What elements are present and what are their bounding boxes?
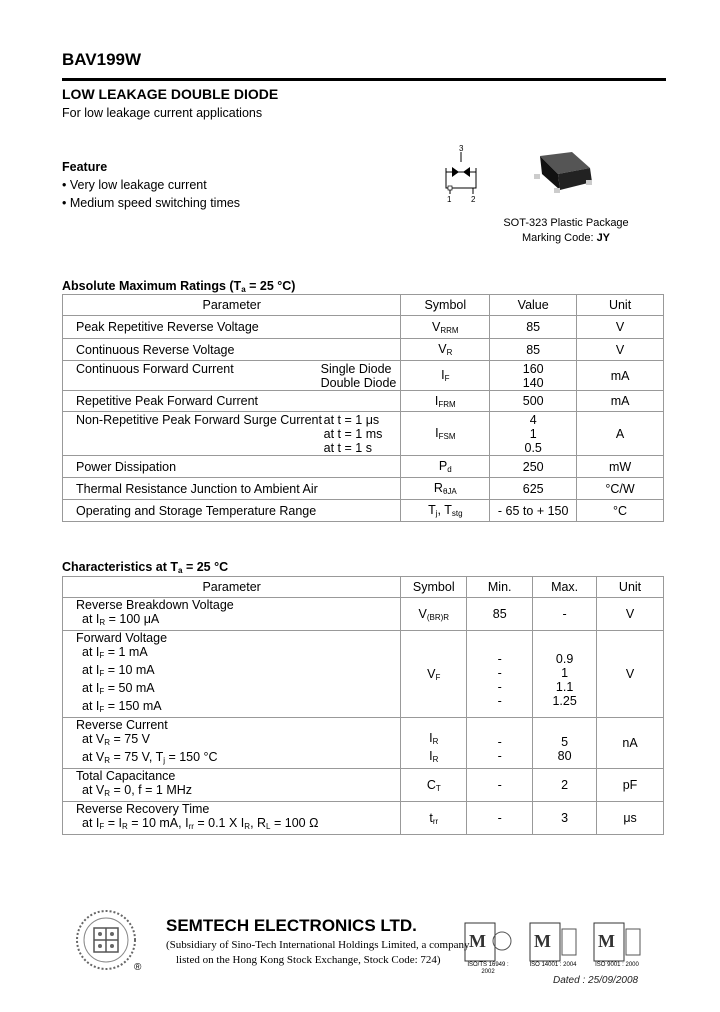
table-row: Reverse Recovery Time at $I_F = I_R = 10$ mA, $I_{rr} = 0.1$ X $I_R$, $R_L = 100$ Ω $t_{rr}$ - 3 μs bbox=[63, 802, 664, 835]
table-header-row bbox=[63, 295, 664, 316]
characteristics-table bbox=[62, 576, 664, 835]
table-row: Operating and Storage Temperature Range $T_j$, $T_{stg}$ - 65 to + 150 °C bbox=[63, 500, 664, 522]
column-header: Value bbox=[490, 295, 577, 316]
column-header: Parameter bbox=[63, 295, 401, 316]
table-header-row bbox=[63, 577, 664, 598]
company-name: SEMTECH ELECTRONICS LTD. bbox=[166, 916, 417, 935]
cert-caption: ISO 9001 : 2000 bbox=[595, 962, 639, 968]
table-row: Total Capacitance at $V_R = 0$, f = 1 MHz $C_T$ - 2 pF bbox=[63, 769, 664, 802]
package-type: SOT-323 Plastic Package bbox=[503, 217, 629, 229]
table-row: Power Dissipation $P_d$ 250 mW bbox=[63, 456, 664, 478]
certification-badge-icon bbox=[464, 915, 512, 963]
column-header: Symbol bbox=[401, 577, 467, 598]
company-subsidiary-note: (Subsidiary of Sino-Tech International Holdings Limited, a company listed on the Hong Kong Stock Exchange, Stock Code: 724) bbox=[166, 939, 470, 966]
abs-max-heading: Absolute Maximum Ratings ($T_a = 25$ °C) bbox=[62, 279, 296, 294]
certification-badge-icon bbox=[529, 915, 577, 963]
cert-caption: ISO/TS 16949 : 2002 bbox=[467, 962, 509, 975]
cert-caption: ISO 14001 : 2004 bbox=[529, 962, 577, 968]
pin-3-label: 3 bbox=[459, 144, 464, 153]
table-row: Non-Repetitive Peak Forward Surge Current at t = 1 μs at t = 1 ms at t = 1 s $I_{FSM}$ 4 1 0.5 A bbox=[63, 412, 664, 456]
feature-item: • Medium speed switching times bbox=[62, 196, 241, 210]
table-row: Peak Repetitive Reverse Voltage $V_{RRM}$ 85 V bbox=[63, 316, 664, 339]
package-photo-icon bbox=[526, 150, 598, 196]
product-subtitle: LOW LEAKAGE DOUBLE DIODE bbox=[62, 86, 279, 102]
dated-label: Dated : 25/09/2008 bbox=[553, 975, 639, 986]
company-logo-icon bbox=[74, 908, 138, 972]
column-header: Max. bbox=[533, 577, 597, 598]
title-rule bbox=[62, 78, 666, 81]
svg-text:M: M bbox=[469, 931, 486, 951]
feature-item: • Very low leakage current bbox=[62, 178, 207, 192]
registered-mark: ® bbox=[134, 962, 142, 973]
svg-text:M: M bbox=[534, 931, 551, 951]
abs-max-table bbox=[62, 294, 664, 522]
table-row: Thermal Resistance Junction to Ambient Air $R_{\theta JA}$ 625 °C/W bbox=[63, 478, 664, 500]
pin-diagram-icon bbox=[432, 142, 492, 204]
table-row: Forward Voltage at $I_F = 1$ mA at $I_F = 10$ mA at $I_F = 50$ mA at $I_F = 150$ mA $V_F$ - - - - 0.9 1 1.1 1.25 V bbox=[63, 631, 664, 718]
table-row: Reverse Breakdown Voltage at $I_R = 100$ μA $V_{(BR)R}$ 85 - V bbox=[63, 598, 664, 631]
characteristics-heading: Characteristics at $T_a = 25$ °C bbox=[62, 560, 229, 575]
column-header: Symbol bbox=[401, 295, 490, 316]
column-header: Parameter bbox=[63, 577, 401, 598]
column-header: Unit bbox=[577, 295, 664, 316]
marking-code: Marking Code: JY bbox=[521, 232, 611, 244]
svg-text:M: M bbox=[598, 931, 615, 951]
product-description: For low leakage current applications bbox=[62, 106, 263, 120]
table-row: Continuous Forward Current Single Diode Double Diode $I_F$ 160 140 mA bbox=[63, 361, 664, 391]
pin-1-label: 1 bbox=[447, 195, 452, 204]
part-number: BAV199W bbox=[62, 50, 142, 69]
certification-badge-icon bbox=[593, 915, 641, 963]
column-header: Min. bbox=[467, 577, 533, 598]
column-header: Unit bbox=[597, 577, 664, 598]
feature-heading: Feature bbox=[62, 160, 108, 174]
table-row: Reverse Current at $V_R = 75$ V at $V_R = 75$ V, $T_j = 150$ °C $I_R$ $I_R$ - - 5 80 nA bbox=[63, 718, 664, 769]
table-row: Repetitive Peak Forward Current $I_{FRM}$ 500 mA bbox=[63, 391, 664, 412]
pin-2-label: 2 bbox=[471, 195, 476, 204]
table-row: Continuous Reverse Voltage $V_R$ 85 V bbox=[63, 339, 664, 361]
